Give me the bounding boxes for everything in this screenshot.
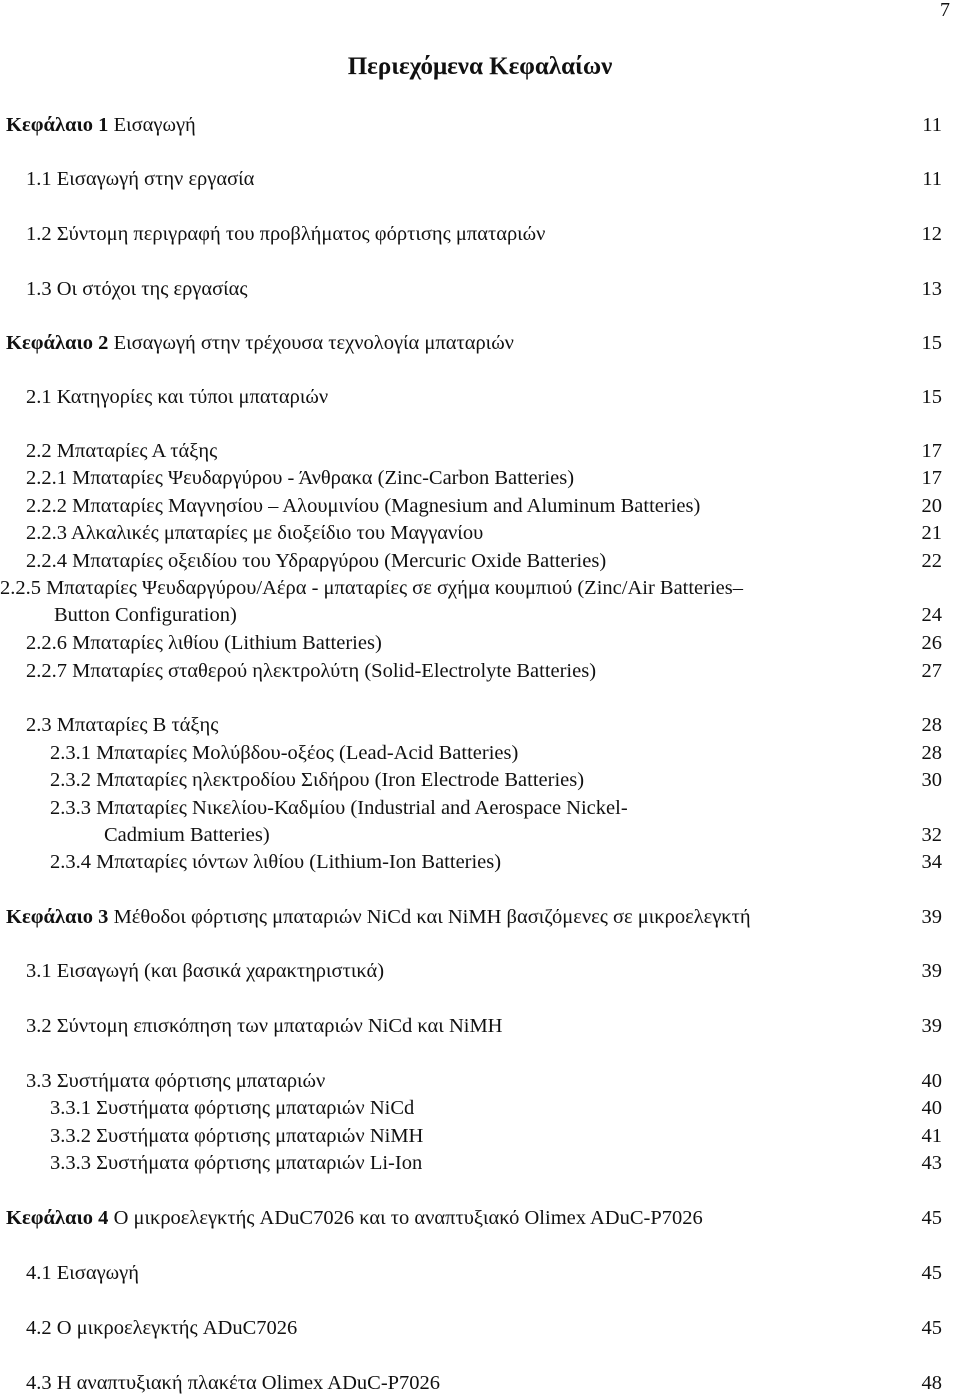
toc-entry-page: 45 [921, 1317, 942, 1339]
toc-entry-page: 28 [921, 714, 942, 736]
toc-entry-text [26, 493, 700, 520]
chapter-label: Κεφάλαιο 1 [6, 114, 109, 136]
toc-entry-text [50, 795, 628, 849]
toc-entry-title: 3.2 Σύντομη επισκόπηση των μπαταριών NiCd και NiMH [26, 1015, 503, 1037]
toc-entry-text [26, 630, 382, 657]
toc-title: Περιεχόμενα Κεφαλαίων [347, 53, 613, 80]
toc-entry-page: 20 [921, 495, 942, 517]
toc-entry-title: 2.3.3 Μπαταρίες Νικελίου-Καδμίου (Industrial and Aerospace Nickel- [50, 797, 628, 819]
toc-entry-title: Εισαγωγή [108, 114, 196, 136]
toc-entry-text [6, 904, 751, 931]
toc-entry-page: 24 [921, 604, 942, 626]
toc-entry-text [6, 112, 196, 139]
toc-entry-title: 2.3.4 Μπαταρίες ιόντων λιθίου (Lithium-Ion Batteries) [50, 851, 502, 873]
toc-entry-title: 1.1 Εισαγωγή στην εργασία [26, 168, 255, 190]
toc-entry-title: 3.3.3 Συστήματα φόρτισης μπαταριών Li-Ion [50, 1152, 423, 1174]
toc-entry-text [0, 575, 743, 629]
toc-entry-text [26, 1370, 440, 1397]
toc-entry-title: 3.3 Συστήματα φόρτισης μπαταριών [26, 1070, 326, 1092]
toc-entry-title: 2.2.1 Μπαταρίες Ψευδαργύρου - Άνθρακα (Zinc-Carbon Batteries) [26, 467, 575, 489]
toc-entry-text [26, 276, 248, 303]
toc-entry-title: Ο μικροελεγκτής ADuC7026 και το αναπτυξιακό Olimex ADuC-P7026 [108, 1207, 703, 1229]
toc-entry-title: 4.1 Εισαγωγή [26, 1262, 139, 1284]
toc-entry-title: 2.1 Κατηγορίες και τύποι μπαταριών [26, 386, 329, 408]
toc-entry-text [26, 712, 218, 739]
toc-entry-text [26, 221, 545, 248]
toc-entry-page: 40 [921, 1070, 942, 1092]
toc-entry-text [50, 1150, 422, 1177]
toc-entry-continuation: Button Configuration) [54, 604, 237, 626]
page-number: 7 [940, 0, 950, 21]
toc-entry-title: 3.3.2 Συστήματα φόρτισης μπαταριών NiMH [50, 1125, 424, 1147]
toc-entry-title: 2.2.3 Αλκαλικές μπαταρίες με διοξείδιο του Μαγγανίου [26, 522, 484, 544]
toc-entry-text [26, 1315, 297, 1342]
toc-entry-page: 11 [922, 114, 942, 136]
toc-entry-text [26, 658, 596, 685]
toc-entry-page: 30 [921, 769, 942, 791]
toc-entry-title: 4.3 Η αναπτυξιακή πλακέτα Olimex ADuC-P7026 [26, 1372, 441, 1394]
toc-entry-page: 17 [921, 440, 942, 462]
toc-entry-title: 2.2.2 Μπαταρίες Μαγνησίου – Αλουμινίου (Magnesium and Aluminum Batteries) [26, 495, 701, 517]
toc-entry-title: 1.2 Σύντομη περιγραφή του προβλήματος φόρτισης μπαταριών [26, 223, 546, 245]
toc-entry-continuation: Cadmium Batteries) [104, 824, 270, 846]
toc-entry-title: 2.3 Μπαταρίες Β τάξης [26, 714, 219, 736]
toc-entry-page: 22 [921, 550, 942, 572]
toc-entry-page: 28 [921, 742, 942, 764]
toc-entry-page: 39 [921, 1015, 942, 1037]
toc-entry-text [26, 465, 574, 492]
toc-entry-title: 1.3 Οι στόχοι της εργασίας [26, 278, 248, 300]
toc-entry-title: Εισαγωγή στην τρέχουσα τεχνολογία μπαταριών [108, 332, 514, 354]
toc-entry-text [26, 384, 328, 411]
toc-entry-text [6, 1205, 703, 1232]
toc-entry-text [26, 548, 606, 575]
toc-entry-title: Μέθοδοι φόρτισης μπαταριών NiCd και NiMH βασιζόμενες σε μικροελεγκτή [108, 906, 751, 928]
toc-entry-title: 2.3.2 Μπαταρίες ηλεκτροδίου Σιδήρου (Iron Electrode Batteries) [50, 769, 585, 791]
toc-entry-text [26, 520, 483, 547]
toc-entry-title: 2.2.6 Μπαταρίες λιθίου (Lithium Batteries) [26, 632, 382, 654]
toc-entry-page: 48 [921, 1372, 942, 1394]
toc-entry-page: 34 [921, 851, 942, 873]
toc-entry-page: 39 [921, 906, 942, 928]
toc-entry-page: 12 [921, 223, 942, 245]
toc-entry-page: 21 [921, 522, 942, 544]
toc-entry-page: 26 [921, 632, 942, 654]
toc-entry-page: 17 [921, 467, 942, 489]
toc-entry-text [26, 1013, 502, 1040]
toc-entry-page: 11 [922, 168, 942, 190]
chapter-label: Κεφάλαιο 2 [6, 332, 109, 354]
toc-entry-page: 15 [921, 332, 942, 354]
toc-entry-page: 45 [921, 1207, 942, 1229]
toc-entry-text [50, 1123, 423, 1150]
toc-entry-page: 32 [921, 824, 942, 846]
toc-entry-text [26, 166, 254, 193]
toc-entry-text [26, 438, 217, 465]
toc-entry-text [50, 767, 584, 794]
toc-entry-title: 2.2.7 Μπαταρίες σταθερού ηλεκτρολύτη (Solid-Electrolyte Batteries) [26, 660, 597, 682]
toc-entry-page: 40 [921, 1097, 942, 1119]
toc-entry-title: 2.2 Μπαταρίες Α τάξης [26, 440, 218, 462]
toc-entry-text [26, 1260, 139, 1287]
toc-entry-title: 4.2 Ο μικροελεγκτής ADuC7026 [26, 1317, 298, 1339]
toc-entry-page: 39 [921, 960, 942, 982]
toc-entry-title: 2.3.1 Μπαταρίες Μολύβδου-οξέος (Lead-Acid Batteries) [50, 742, 519, 764]
toc-entry-page: 27 [921, 660, 942, 682]
chapter-label: Κεφάλαιο 3 [6, 906, 109, 928]
toc-entry-page: 13 [921, 278, 942, 300]
chapter-label: Κεφάλαιο 4 [6, 1207, 109, 1229]
toc-entry-text [6, 330, 514, 357]
toc-entry-page: 45 [921, 1262, 942, 1284]
toc-entry-page: 15 [921, 386, 942, 408]
toc-entry-text [26, 958, 384, 985]
toc-entry-page: 41 [921, 1125, 942, 1147]
toc-entry-text [50, 740, 518, 767]
toc-entry-title: 2.2.5 Μπαταρίες Ψευδαργύρου/Αέρα - μπαταρίες σε σχήμα κουμπιού (Zinc/Air Batteries– [0, 577, 744, 599]
toc-entry-text [50, 1095, 414, 1122]
toc-entry-title: 2.2.4 Μπαταρίες οξειδίου του Υδραργύρου (Mercuric Oxide Batteries) [26, 550, 607, 572]
toc-entry-page: 43 [921, 1152, 942, 1174]
toc-entry-title: 3.1 Εισαγωγή (και βασικά χαρακτηριστικά) [26, 960, 385, 982]
toc-entry-text [50, 849, 501, 876]
toc-entry-title: 3.3.1 Συστήματα φόρτισης μπαταριών NiCd [50, 1097, 415, 1119]
toc-entry-text [26, 1068, 325, 1095]
